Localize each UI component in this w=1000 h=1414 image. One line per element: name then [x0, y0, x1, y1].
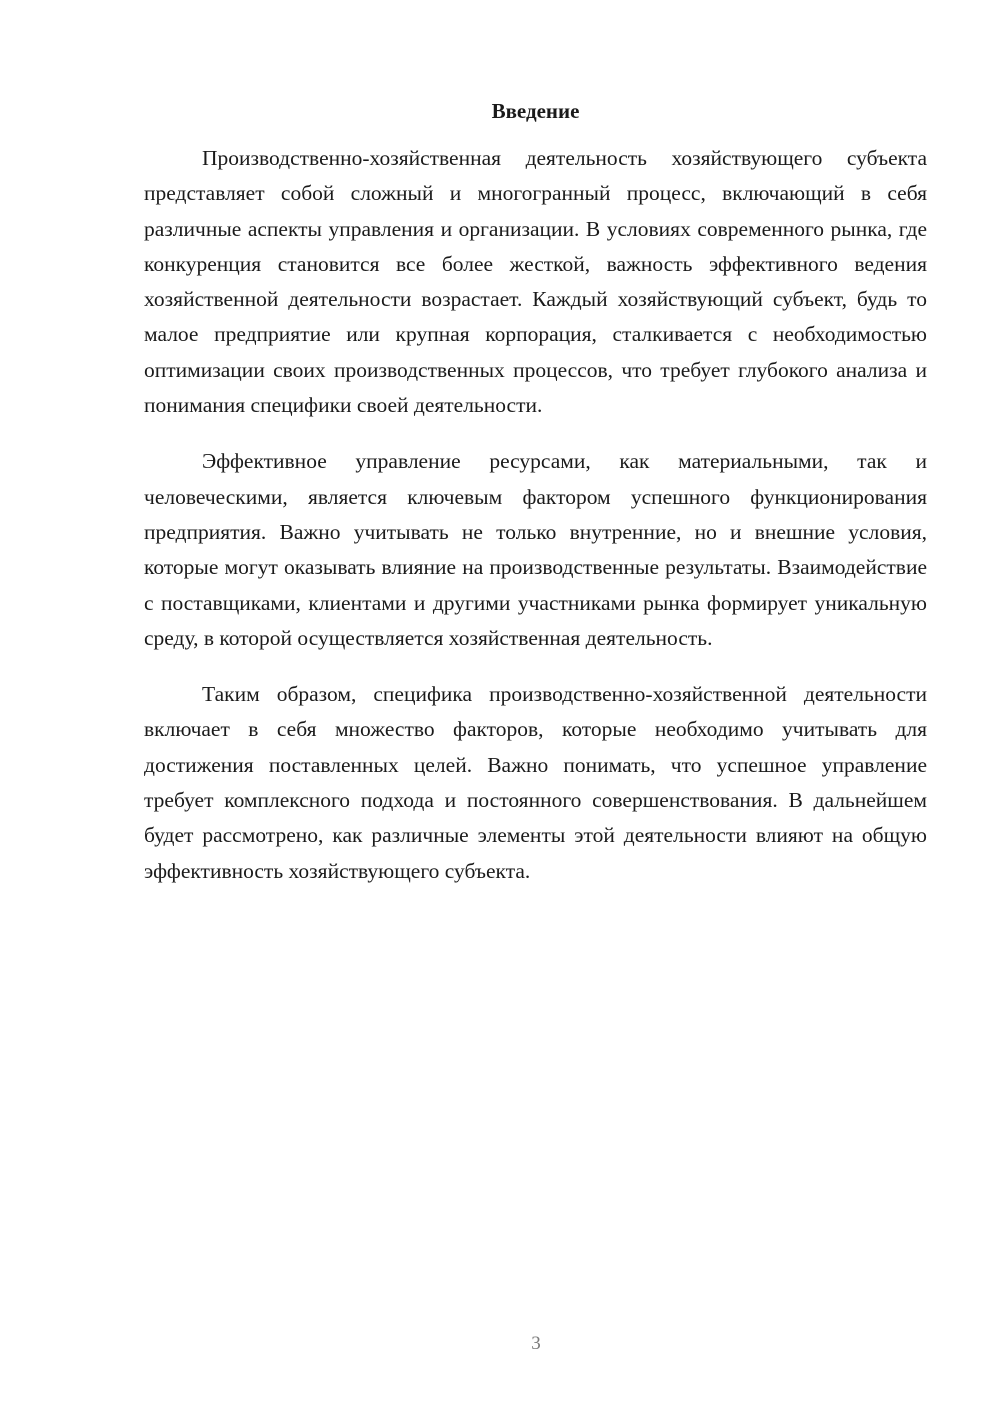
page-number: 3 — [531, 1333, 541, 1354]
page-content — [144, 94, 927, 910]
paragraph-1: Производственно-хозяйственная деятельность хозяйствующего субъекта представляет собой сложный и многогранный процесс, включающий в себя различные аспекты управления и организации. В условиях современного рынка, где конкуренция становится все более жесткой, важность эффективного ведения хозяйственной деятельности возрастает. Каждый хозяйствующий субъект, будь то малое предприятие или крупная корпорация, сталкивается с необходимостью оптимизации своих производственных процессов, что требует глубокого анализа и понимания специфики своей деятельности. — [144, 146, 927, 418]
section-title: Введение — [491, 99, 580, 123]
paragraph-3: Таким образом, специфика производственно-хозяйственной деятельности включает в себя множество факторов, которые необходимо учитывать для достижения поставленных целей. Важно понимать, что успешное управление требует комплексного подхода и постоянного совершенствования. В дальнейшем будет рассмотрено, как различные элементы этой деятельности влияют на общую эффективность хозяйствующего субъекта. — [144, 682, 927, 883]
paragraph-2: Эффективное управление ресурсами, как материальными, так и человеческими, является ключевым фактором успешного функционирования предприятия. Важно учитывать не только внутренние, но и внешние условия, которые могут оказывать влияние на производственные результаты. Взаимодействие с поставщиками, клиентами и другими участниками рынка формирует уникальную среду, в которой осуществляется хозяйственная деятельность. — [144, 449, 927, 650]
